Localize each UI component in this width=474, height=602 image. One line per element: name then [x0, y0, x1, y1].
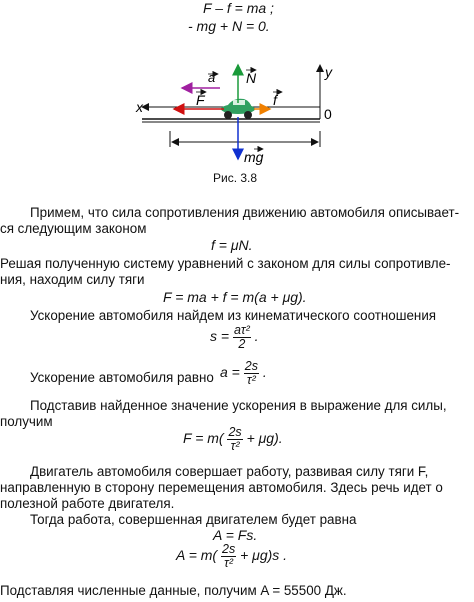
acceleration-formula — [220, 360, 267, 387]
force-substituted-numerator: 2s — [228, 425, 242, 439]
work-substituted-fraction — [221, 543, 236, 570]
y-axis-label: y — [325, 64, 332, 80]
work-substituted-rhs: + μg)s . — [240, 547, 288, 564]
paragraph-4: Ускорение автомобиля равно — [30, 370, 214, 385]
paragraph-5-line-2: получим — [0, 414, 53, 429]
force-substituted-lhs: F = m( — [183, 430, 224, 447]
acceleration-lhs: a = — [220, 364, 240, 381]
kinematic-denominator: 2 — [238, 337, 246, 351]
distance-marker — [170, 131, 320, 147]
acceleration-denominator: τ² — [246, 373, 256, 387]
acceleration-numerator: 2s — [244, 359, 258, 373]
force-substituted-rhs: + μg). — [246, 430, 283, 447]
gravity-label: mg — [244, 149, 264, 165]
x-axis-label: x — [136, 99, 143, 115]
acceleration-end: . — [262, 364, 267, 381]
kinematic-end: . — [254, 328, 259, 345]
equation-newton-x: F – f = ma ; — [203, 0, 274, 16]
kinematic-numerator: aτ² — [233, 323, 250, 337]
thrust-force-formula: F = ma + f = m(a + μg). — [163, 289, 307, 305]
kinematic-formula — [210, 324, 259, 351]
ground-line — [142, 119, 320, 122]
equation-newton-y: - mg + N = 0. — [188, 18, 270, 34]
paragraph-5-line-1: Подставив найденное значение ускорения в выражение для силы, — [30, 398, 447, 413]
friction-law-formula: f = μN. — [211, 237, 253, 253]
force-substituted-fraction — [227, 426, 242, 453]
friction-force-label: f — [273, 92, 277, 108]
kinematic-fraction — [233, 324, 251, 351]
paragraph-1-line-1: Примем, что сила сопротивления движению автомобиля описывает- — [30, 205, 460, 220]
origin-label: 0 — [324, 106, 332, 122]
paragraph-6-line-1: Двигатель автомобиля совершает работу, развивая силу тяги F, — [30, 464, 429, 479]
paragraph-3: Ускорение автомобиля найдем из кинематического соотношения — [30, 308, 437, 323]
paragraph-6-line-3: полезной работе двигателя. — [0, 496, 175, 511]
work-substituted-denominator: τ² — [224, 556, 234, 570]
paragraph-2-line-2: ния, находим силу тяги — [0, 272, 145, 287]
paragraph-7: Тогда работа, совершенная двигателем будет равна — [30, 512, 357, 527]
force-substituted-denominator: τ² — [230, 439, 240, 453]
work-substituted-numerator: 2s — [222, 542, 236, 556]
force-substituted-formula — [183, 426, 283, 453]
acceleration-label: a — [208, 70, 216, 85]
paragraph-6-line-2: направленную в сторону перемещения автомобиля. Здесь речь идет о — [0, 480, 443, 495]
force-diagram — [120, 55, 360, 170]
normal-force-label: N — [246, 70, 257, 86]
paragraph-1-line-2: ся следующим законом — [0, 221, 147, 236]
work-substituted-formula — [176, 543, 287, 570]
figure-caption: Рис. 3.8 — [213, 171, 258, 185]
work-formula: A = Fs. — [213, 527, 258, 543]
paragraph-2-line-1: Решая полученную систему уравнений с законом для силы сопротивле- — [0, 256, 451, 271]
kinematic-lhs: s = — [210, 328, 230, 345]
acceleration-fraction — [244, 360, 259, 387]
final-result: Подставляя численные данные, получим A = 55500 Дж. — [0, 583, 347, 598]
work-substituted-lhs: A = m( — [176, 547, 218, 564]
thrust-force-label: F — [196, 92, 205, 108]
